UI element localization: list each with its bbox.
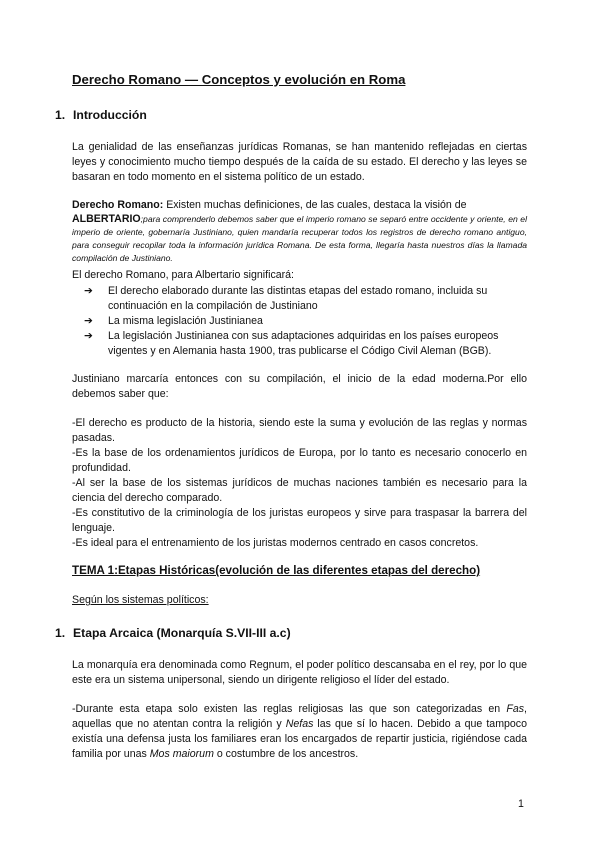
arcaica-paragraph: La monarquía era denominada como Regnum, el poder político descansaba en el rey, por lo que este era un sistema unipersonal, siendo un dirigente religioso el líder del estado.: [72, 659, 527, 686]
heading-text: Introducción: [73, 108, 147, 122]
intro-paragraph: La genialidad de las enseñanzas jurídicas Romanas, se han mantenido reflejadas en ciertas leyes y conocimiento mucho tiempo después de la caída de su estado. El derecho y las leyes se basaran en todo momento en el sistema político de un estado.: [72, 141, 527, 183]
albertario-list: [84, 284, 529, 359]
tema-title: TEMA 1:Etapas Históricas(evolución de las diferentes etapas del derecho): [72, 564, 481, 577]
heading-introduccion: [55, 108, 147, 122]
definition-italic: ;para comprenderlo debemos saber que el imperio romano se separó entre occidente y oriente, en el imperio de oriente, gobernaría Justiniano, quien mandaría recuperar todos los registros de derecho romano antiguo, para conseguir recopilar toda la información jurídica Romana. De esta forma, llegaría hasta nuestros días la llamada compilación de Justiniano.: [72, 214, 527, 263]
definition-line: [72, 198, 527, 213]
definition-text: Existen muchas definiciones, de las cuales, destaca la visión de: [163, 199, 467, 211]
document-title: Derecho Romano — Conceptos y evolución en Roma: [72, 72, 406, 87]
definition-author: ALBERTARIO: [72, 213, 141, 225]
reason-item: -Es constitutivo de la criminología de los juristas europeos y sirve para traspasar la barrera del lenguaje.: [72, 507, 527, 534]
definition-cont: [72, 213, 527, 265]
definition-label: Derecho Romano:: [72, 199, 164, 211]
subtitle: Según los sistemas políticos:: [72, 594, 209, 606]
heading-number: 1.: [55, 626, 66, 640]
mos-maiorum-term: Mos maiorum: [149, 748, 214, 760]
list-item: ➔ La misma legislación Justinianea: [84, 315, 263, 327]
reason-item: -Es ideal para el entrenamiento de los juristas modernos centrado en casos concretos.: [72, 537, 479, 549]
reason-item: -Al ser la base de los sistemas jurídicos de muchas naciones también es necesario para la ciencia del derecho comparado.: [72, 477, 527, 504]
religion-paragraph: -Durante esta etapa solo existen las reglas religiosas las que son categorizadas en Fas, aquellas que no atentan contra la religión y Nefas las que sí lo hacen. Debido a que tampoco existía una defensa justa los familiares eran los encargados de repartir justicia, rigiéndose cada familia por unas Mos maiorum o costumbre de los ancestros.: [72, 703, 527, 760]
arrow-icon: ➔: [84, 285, 93, 297]
page-number: 1: [518, 798, 524, 810]
reason-item: -Es la base de los ordenamientos jurídicos de Europa, por lo tanto es necesario conocerlo en profundidad.: [72, 447, 527, 474]
list-item: ➔ El derecho elaborado durante las distintas etapas del estado romano, incluida su continuación en la compilación de Justiniano: [84, 285, 488, 312]
list-item: ➔ La legislación Justinianea con sus adaptaciones adquiridas en los países europeos vigentes y en Alemania hasta 1900, tras publicarse el Código Civil Aleman (BGB).: [84, 330, 499, 357]
justiniano-paragraph: Justiniano marcaría entonces con su compilación, el inicio de la edad moderna.Por ello debemos saber que:: [72, 373, 527, 400]
fas-term: Fas: [506, 703, 525, 715]
arrow-icon: ➔: [84, 315, 93, 327]
heading-text: Etapa Arcaica (Monarquía S.VII-III a.c): [73, 626, 291, 640]
albertario-intro: El derecho Romano, para Albertario significará:: [72, 269, 294, 281]
arrow-icon: ➔: [84, 330, 93, 342]
heading-number: 1.: [55, 108, 66, 122]
definition-block: [72, 198, 527, 265]
heading-etapa-arcaica: [55, 626, 291, 640]
reasons-list: [72, 416, 527, 551]
reason-item: -El derecho es producto de la historia, siendo este la suma y evolución de las reglas y normas pasadas.: [72, 417, 527, 444]
nefas-term: Nefas: [285, 718, 314, 730]
